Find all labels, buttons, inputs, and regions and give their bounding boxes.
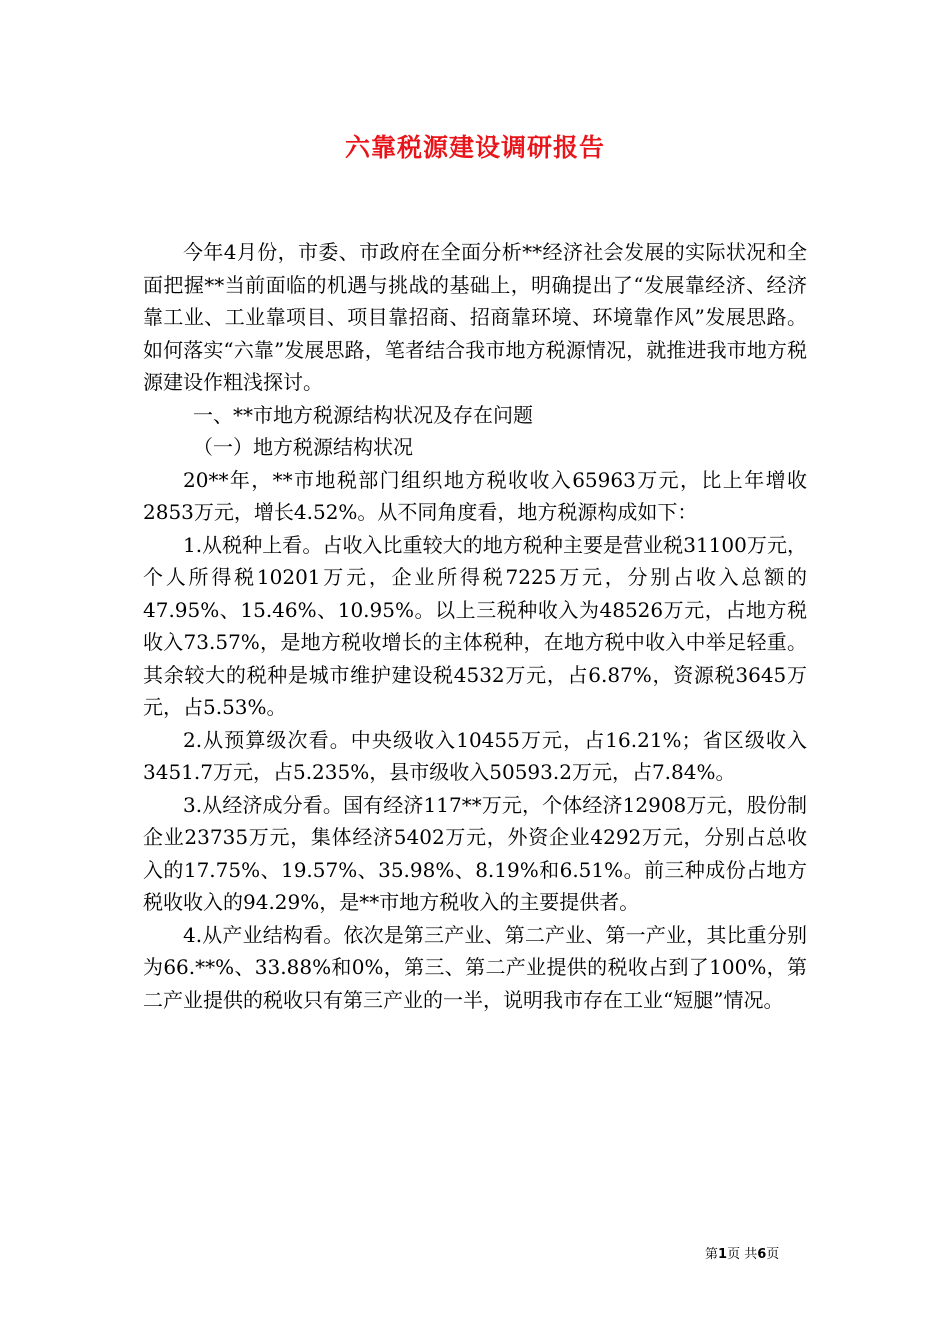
paragraph-intro: 今年4月份，市委、市政府在全面分析**经济社会发展的实际状况和全面把握**当前面临的机遇与挑战的基础上，明确提出了“发展靠经济、经济靠工业、工业靠项目、项目靠招商、招商靠环境、环境靠作风”发展思路。如何落实“六靠”发展思路，笔者结合我市地方税源情况，就推进我市地方税源建设作粗浅探讨。 [143,240,807,394]
paragraph-economic-component: 3.从经济成分看。国有经济117**万元，个体经济12908万元，股份制企业23735万元，集体经济5402万元，外资企业4292万元，分别占总收入的17.75%、19.57%、35.98%、8.19%和6.51%。前三种成份占地方税收收入的94.29%，是**市地方税收入的主要提供者。 [143,792,807,914]
document-body [143,236,807,1016]
section-heading: 一、**市地方税源结构状况及存在问题 [193,402,533,427]
paragraph-tax-type: 1.从税种上看。占收入比重较大的地方税种主要是营业税31100万元，个人所得税10201万元，企业所得税7225万元，分别占收入总额的47.95%、15.46%、10.95%。以上三税种收入为48526万元，占地方税收入73.57%，是地方税收增长的主体税种，在地方税中收入中举足轻重。其余较大的税种是城市维护建设税4532万元，占6.87%，资源税3645万元，占5.53%。 [143,532,807,719]
subsection-heading: （一）地方税源结构状况 [193,435,413,459]
footer-total-pages: 6 [757,1247,767,1262]
footer-middle: 页 共 [727,1247,758,1262]
paragraph-budget-level: 2.从预算级次看。中央级收入10455万元，占16.21%；省区级收入3451.7万元，占5.235%，县市级收入50593.2万元，占7.84%。 [143,727,807,784]
paragraph-industry-structure: 4.从产业结构看。依次是第三产业、第二产业、第一产业，其比重分别为66.**%、33.88%和0%，第三、第二产业提供的税收占到了100%，第二产业提供的税收只有第三产业的一半，说明我市存在工业“短腿”情况。 [143,922,807,1012]
footer-prefix: 第 [705,1247,719,1262]
footer-current-page: 1 [718,1247,728,1262]
paragraph-overview: 20**年，**市地税部门组织地方税收收入65963万元，比上年增收2853万元，增长4.52%。从不同角度看，地方税源构成如下： [143,467,807,524]
document-title: 六靠税源建设调研报告 [344,133,605,162]
page-footer [705,1246,779,1264]
footer-suffix: 页 [766,1247,780,1262]
